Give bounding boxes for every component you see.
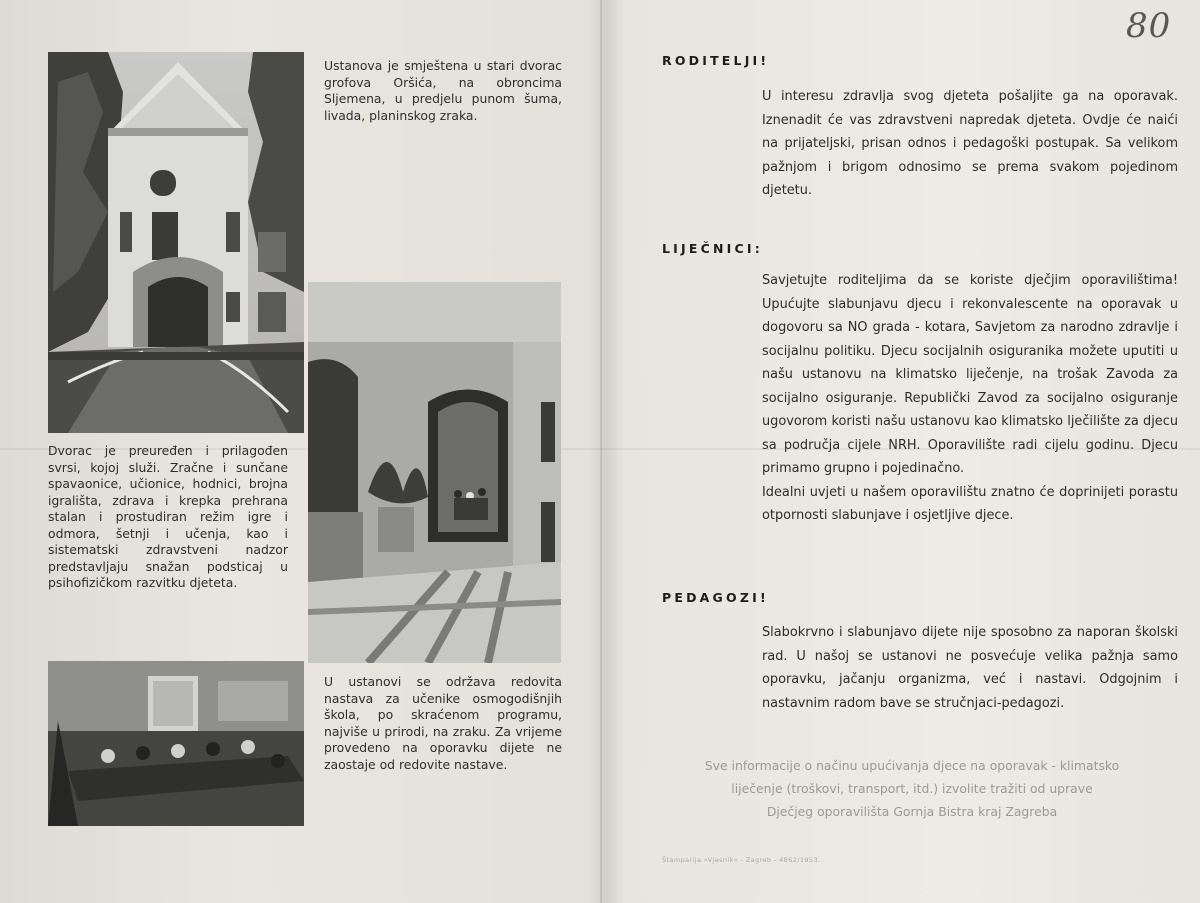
intro-caption xyxy=(324,58,562,124)
castle-photo xyxy=(48,52,304,433)
handwritten-page-number: 80 xyxy=(1126,6,1172,46)
center-fold xyxy=(600,0,603,903)
parents-heading: RODITELJI! xyxy=(662,53,770,68)
contact-information xyxy=(652,754,1172,823)
school-caption-text: U ustanovi se održava redovita nastava za učenike osmogodišnjih škola, po skraćenom programu, najviše u prirodi, na zraku. Za vrijeme provedeno na oporavku dijete ne zaostaje od redovite nastave. xyxy=(324,674,562,772)
courtyard-photo xyxy=(308,282,561,663)
contact-line-2: liječenje (troškovi, transport, itd.) izvolite tražiti od uprave xyxy=(731,781,1093,796)
intro-caption-text: Ustanova je smještena u stari dvorac grofova Oršića, na obroncima Sljemena, u predjelu punom šuma, livada, planinskog zraka. xyxy=(324,58,562,123)
teachers-body xyxy=(762,621,1178,715)
contact-line-1: Sve informacije o načinu upućivanja djece na oporavak - klimatsko xyxy=(704,758,1120,773)
school-caption xyxy=(324,674,562,773)
doctors-body-text-2: Idealni uvjeti u našem oporavilištu znatno će doprinijeti porastu otpornosti slabunjave i osjetljive djece. xyxy=(762,484,1178,523)
castle-caption-text: Dvorac je preuređen i prilagođen svrsi, kojoj služi. Zračne i sunčane spavaonice, učionice, hodnici, brojna igrališta, zdrava i krepka prehrana stalan i prostudiran režim igre i odmora, šetnji i učenja, kao i sistematski zdravstveni nadzor predstavljaju snažan podsticaj u psihofizičkom razvitku djeteta. xyxy=(48,443,288,590)
teachers-heading: PEDAGOZI! xyxy=(662,590,769,605)
parents-body-text: U interesu zdravlja svog djeteta pošaljite ga na oporavak. Iznenadit će vas zdravstveni napredak djeteta. Ovdje će naići na prijateljski, prisan odnos i pedagoški postupak. Sa velikom pažnjom i brigom odnosimo se prema svakom pojedinom djetetu. xyxy=(762,89,1178,198)
doctors-heading: LIJEČNICI: xyxy=(662,241,763,256)
doctors-body-text-1: Savjetujte roditeljima da se koriste dječjim oporavilištima! Upućujte slabunjavu djecu i rekonvalescente na oporavak u dogovoru sa NO grada - kotara, Savjetom za narodno zdravlje i socijalnu politiku. Djecu socijalnih osiguranika možete uputiti u našu ustanovu na klimatsko liječenje, na trošak Zavoda za socijalno osiguranje. Republički Zavod za socijalno osiguranje ugovorom koristi našu ustanovu kao klimatsko lječilište za djecu sa područja cijele NRH. Oporavilište radi cijelu godinu. Djecu primamo grupno i pojedinačno. xyxy=(762,273,1178,476)
doctors-body xyxy=(762,269,1178,528)
classroom-photo xyxy=(48,661,304,826)
castle-caption xyxy=(48,443,288,592)
contact-line-3: Dječjeg oporavilišta Gornja Bistra kraj Zagreba xyxy=(766,804,1058,819)
teachers-body-text: Slabokrvno i slabunjavo dijete nije sposobno za naporan školski rad. U našoj se ustanovi ne posvećuje velika pažnja samo oporavku, jačanju organizma, već i nastavi. Odgojnim i nastavnim radom bave se stručnjaci-pedagozi. xyxy=(762,625,1178,711)
printer-imprint: Štamparija »Vjesnik« - Zagreb - 4862/1953. xyxy=(662,856,821,864)
parents-body xyxy=(762,85,1178,203)
